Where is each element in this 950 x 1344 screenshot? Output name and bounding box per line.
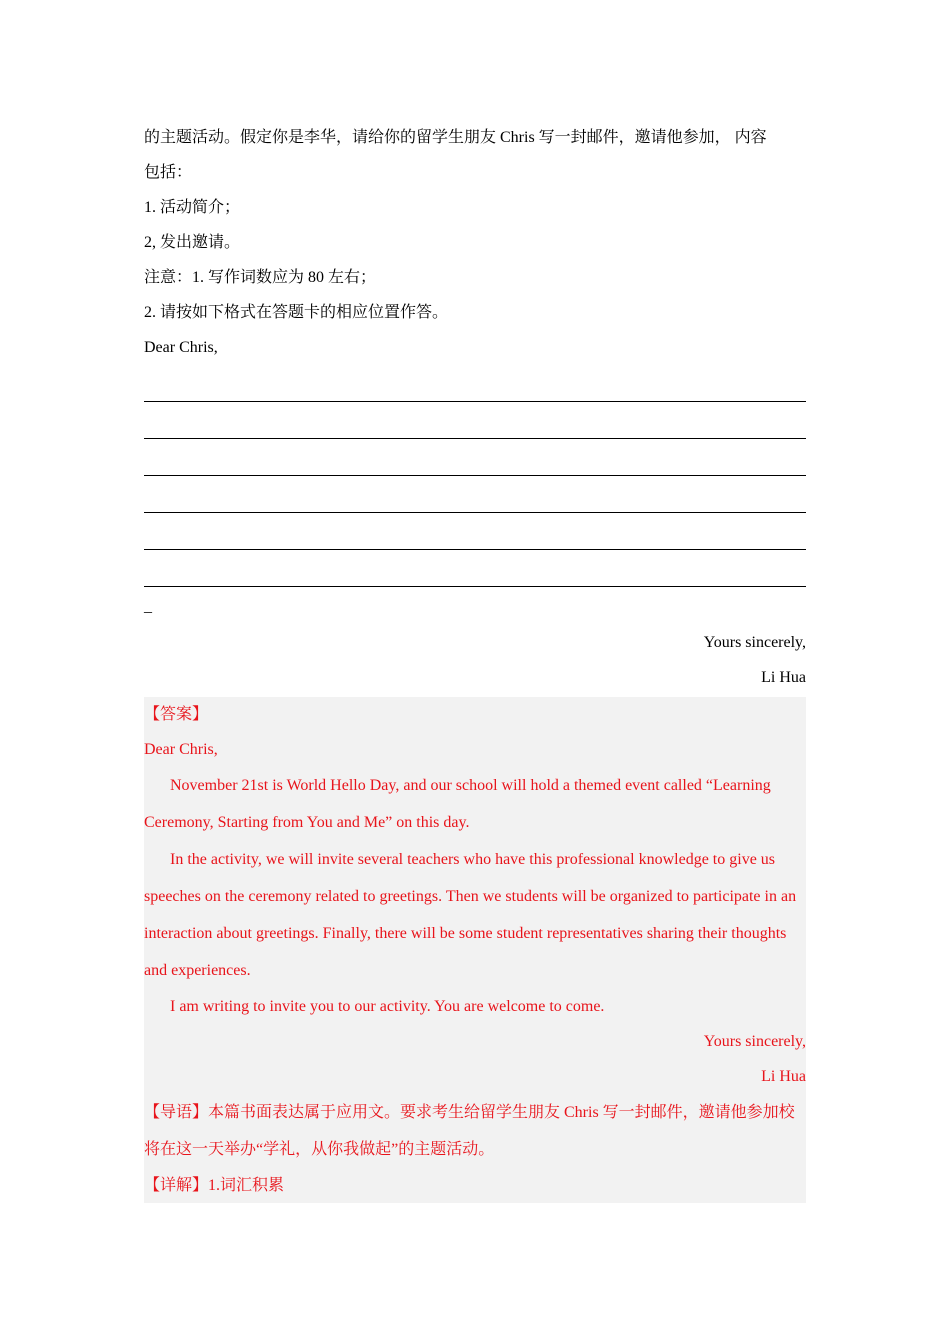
answer-paragraph-2: In the activity, we will invite several teachers who have this professional knowledge to give us speeches on the ceremony related to greetings. Then we students will be organized to participate in an interaction about greetings. Finally, there will be some student representatives sharing their thoughts and experiences. [144,851,797,979]
prompt-item-1: 1. 活动简介； [144,199,241,216]
answer-paragraph-1: November 21st is World Hello Day, and our school will hold a themed event called “Learning Ceremony, Starting from You and Me” on this day. [144,777,771,831]
answer-paragraph-3: I am writing to invite you to our activity. You are welcome to come. [170,998,605,1015]
prompt-item-2: 2, 发出邀请。 [144,234,241,251]
prompt-note-1: 注意：1. 写作词数应为 80 左右； [144,269,377,286]
answer-signature: Li Hua [761,1068,806,1085]
answer-section [144,697,806,1203]
writing-line [144,365,806,402]
writing-line [144,402,806,439]
writing-line [144,476,806,513]
prompt-line-2: 包括： [144,164,193,181]
prompt-line-1: 的主题活动。假定你是李华，请给你的留学生朋友 Chris 写一封邮件，邀请他参加， 内容 [144,129,767,146]
answer-salutation: Dear Chris, [144,741,218,758]
answer-label: 【答案】 [144,706,209,723]
letter-closing: Yours sincerely, [703,634,806,651]
writing-line [144,550,806,587]
letter-salutation: Dear Chris, [144,339,218,356]
writing-line [144,513,806,550]
answer-detail: 【详解】1.词汇积累 [144,1177,285,1194]
answer-closing: Yours sincerely, [703,1033,806,1050]
writing-line-tail: _ [144,598,152,615]
writing-line [144,439,806,476]
answer-guide: 【导语】本篇书面表达属于应用文。要求考生给留学生朋友 Chris 写一封邮件，邀请他参加校将在这一天举办“学礼，从你我做起”的主题活动。 [144,1104,795,1158]
letter-signature: Li Hua [761,669,806,686]
document-content [144,120,806,1203]
prompt-note-2: 2. 请按如下格式在答题卡的相应位置作答。 [144,304,449,321]
